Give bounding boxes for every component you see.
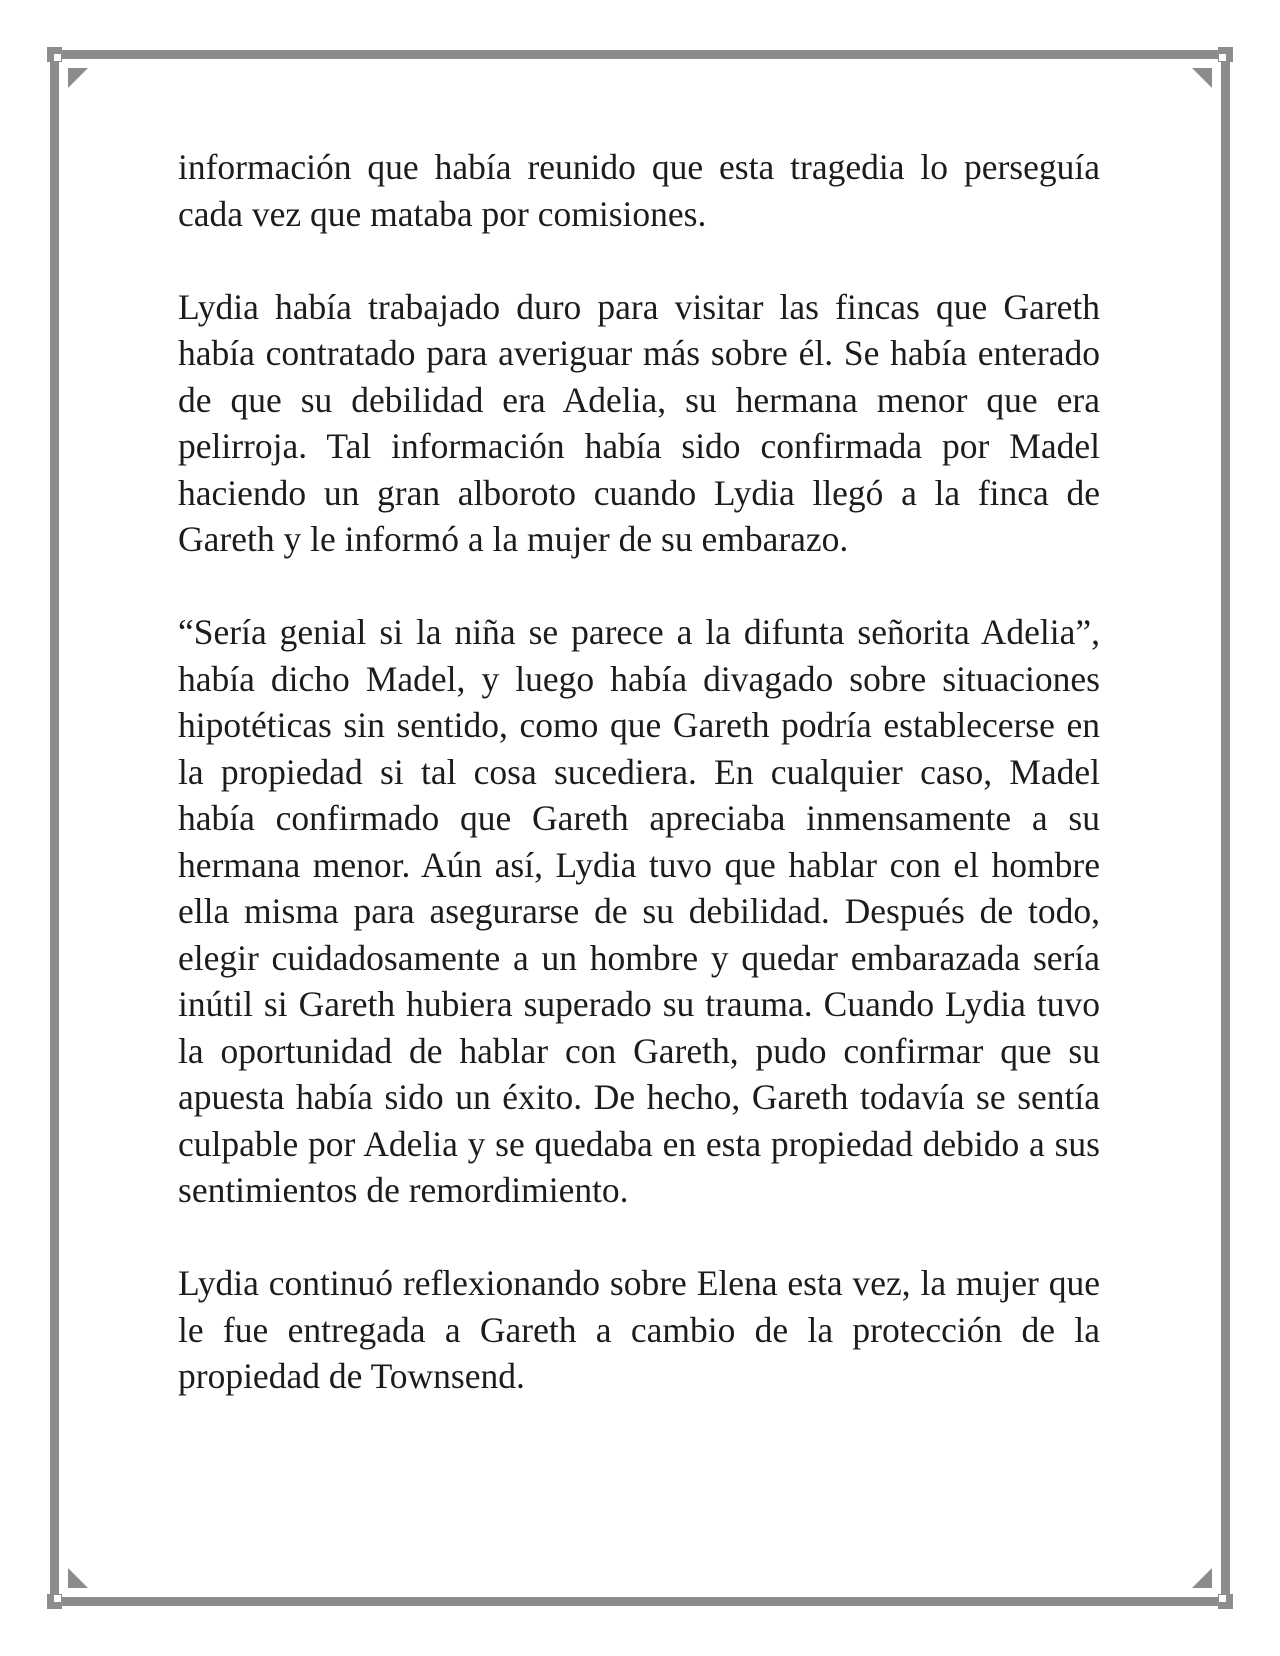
corner-ornament-bottom-left (47, 1594, 62, 1609)
corner-ornament-bottom-right (1218, 1594, 1233, 1609)
corner-triangle-top-right (1192, 68, 1212, 88)
paragraph-2: Lydia había trabajado duro para visitar las fincas que Gareth había contratado para averiguar más sobre él. Se había enterado de que su debilidad era Adelia, su hermana menor que era pelirroja. Tal información había sido confirmada por Madel haciendo un gran alboroto cuando Lydia llegó a la finca de Gareth y le informó a la mujer de su embarazo. (178, 286, 1100, 559)
frame-left-border (50, 62, 59, 1594)
frame-top-border (62, 50, 1218, 59)
page-body-text (178, 144, 1100, 1400)
paragraph-1: información que había reunido que esta tragedia lo perseguía cada vez que mataba por comisiones. (178, 147, 1100, 234)
frame-right-border (1221, 62, 1230, 1594)
corner-triangle-top-left (68, 68, 88, 88)
paragraph-3: “Sería genial si la niña se parece a la difunta señorita Adelia”, había dicho Madel, y luego había divagado sobre situaciones hipotéticas sin sentido, como que Gareth podría establecerse en la propiedad si tal cosa sucediera. En cualquier caso, Madel había confirmado que Gareth apreciaba inmensamente a su hermana menor. Aún así, Lydia tuvo que hablar con el hombre ella misma para asegurarse de su debilidad. Después de todo, elegir cuidadosamente a un hombre y quedar embarazada sería inútil si Gareth hubiera superado su trauma. Cuando Lydia tuvo la oportunidad de hablar con Gareth, pudo confirmar que su apuesta había sido un éxito. De hecho, Gareth todavía se sentía culpable por Adelia y se quedaba en esta propiedad debido a sus sentimientos de remordimiento. (178, 612, 1100, 1210)
corner-ornament-top-right (1218, 47, 1233, 62)
corner-triangle-bottom-right (1192, 1568, 1212, 1588)
paragraph-4: Lydia continuó reflexionando sobre Elena esta vez, la mujer que le fue entregada a Gareth a cambio de la protección de la propiedad de Townsend. (178, 1263, 1100, 1396)
frame-bottom-border (62, 1597, 1218, 1606)
corner-ornament-top-left (47, 47, 62, 62)
corner-triangle-bottom-left (68, 1568, 88, 1588)
